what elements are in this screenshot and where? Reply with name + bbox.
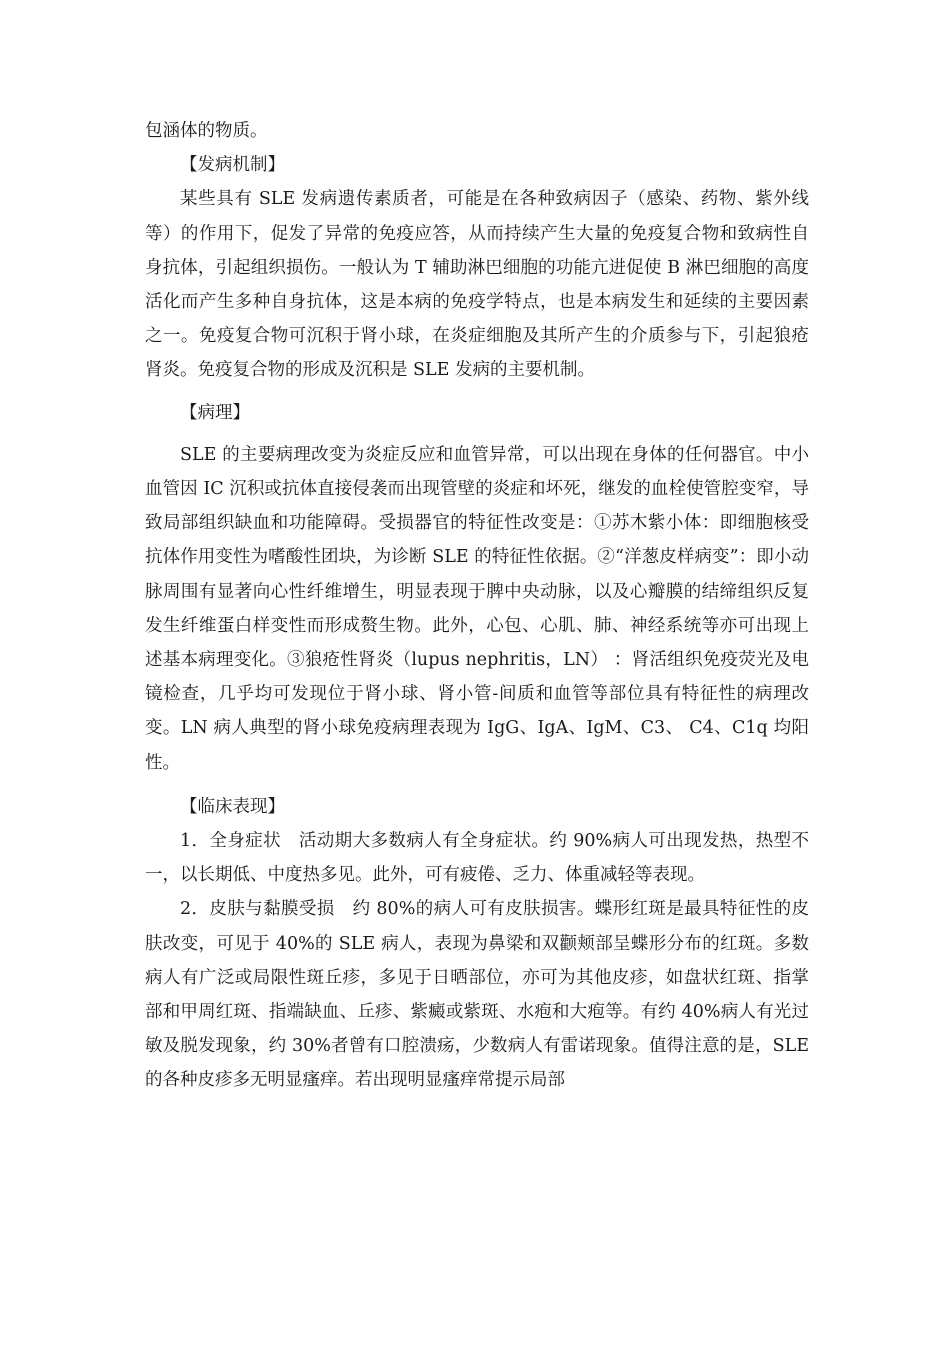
paragraph-clinical-general-symptoms: 1．全身症状 活动期大多数病人有全身症状。约 90%病人可出现发热，热型不一，以长期低、中度热多见。此外，可有疲倦、乏力、体重减轻等表现。 <box>145 831 809 886</box>
section-heading-clinical: 【临床表现】 <box>180 796 285 817</box>
paragraph-pathology: SLE 的主要病理改变为炎症反应和血管异常，可以出现在身体的任何器官。中小血管因 IC 沉积或抗体直接侵袭而出现管壁的炎症和坏死，继发的血栓使管腔变窄，导致局部组织缺血和功能障碍。受损器官的特征性改变是：①苏木紫小体：即细胞核受抗体作用变性为嗜酸性团块，为诊断 SLE 的特征性依据。②“洋葱皮样病变”：即小动脉周围有显著向心性纤维增生，明显表现于脾中央动脉，以及心瓣膜的结缔组织反复发生纤维蛋白样变性而形成赘生物。此外，心包、心肌、肺、神经系统等亦可出现上述基本病理变化。③狼疮性肾炎（lupus nephritis，LN） ：肾活组织免疫荧光及电镜检查，几乎均可发现位于肾小球、肾小管-间质和血管等部位具有特征性的病理改变。LN 病人典型的肾小球免疫病理表现为 IgG、IgA、IgM、C3、 C4、C1q 均阳性。 <box>145 444 809 773</box>
text-column <box>145 114 809 1098</box>
section-heading-pathology: 【病理】 <box>180 402 250 423</box>
paragraph-pathogenesis: 某些具有 SLE 发病遗传素质者，可能是在各种致病因子（感染、药物、紫外线等）的作用下，促发了异常的免疫应答，从而持续产生大量的免疫复合物和致病性自身抗体，引起组织损伤。一般认为 T 辅助淋巴细胞的功能亢进促使 B 淋巴细胞的高度活化而产生多种自身抗体，这是本病的免疫学特点，也是本病发生和延续的主要因素之一。免疫复合物可沉积于肾小球，在炎症细胞及其所产生的介质参与下，引起狼疮肾炎。免疫复合物的形成及沉积是 SLE 发病的主要机制。 <box>145 189 809 381</box>
section-heading-pathogenesis: 【发病机制】 <box>180 155 285 176</box>
continuation-paragraph: 包涵体的物质。 <box>145 121 268 141</box>
paragraph-clinical-skin-mucosa: 2．皮肤与黏膜受损 约 80%的病人可有皮肤损害。蝶形红斑是最具特征性的皮肤改变，可见于 40%的 SLE 病人，表现为鼻梁和双颧颊部呈蝶形分布的红斑。多数病人有广泛或局限性斑丘疹，多见于日晒部位，亦可为其他皮疹，如盘状红斑、指掌部和甲周红斑、指端缺血、丘疹、紫癜或紫斑、水疱和大疱等。有约 40%病人有光过敏及脱发现象，约 30%者曾有口腔溃疡，少数病人有雷诺现象。值得注意的是，SLE 的各种皮疹多无明显瘙痒。若出现明显瘙痒常提示局部 <box>145 899 809 1091</box>
